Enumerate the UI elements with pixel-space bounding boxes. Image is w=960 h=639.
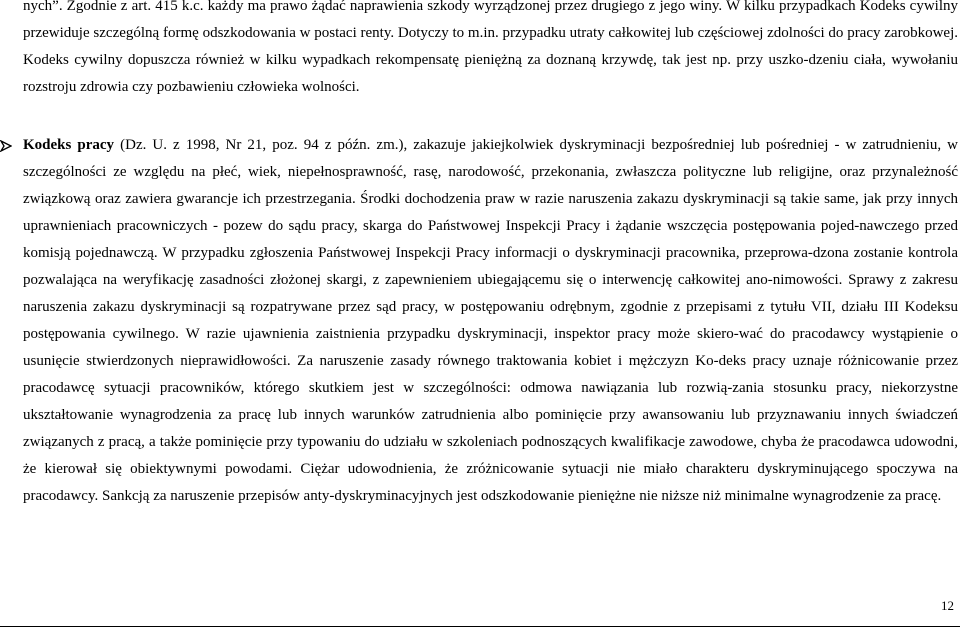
paragraph-kodeks-pracy bbox=[23, 132, 958, 510]
footer-divider bbox=[0, 626, 960, 627]
paragraph-top: nych”. Zgodnie z art. 415 k.c. każdy ma prawo żądać naprawienia szkody wyrządzonej przez drugiego z jego winy. W kilku przypadkach Kodeks cywilny przewiduje szczególną formę odszkodowania w postaci renty. Dotyczy to m.in. przypadku utraty całkowitej lub częściowej zdolności do pracy zarobkowej. Kodeks cywilny dopuszcza również w kilku wypadkach rekompensatę pieniężną za doznaną krzywdę, tak jest np. przy uszko-dzeniu ciała, wywołaniu rozstroju zdrowia czy pozbawieniu człowieka wolności. bbox=[23, 0, 958, 95]
page-number: 12 bbox=[941, 598, 954, 613]
paragraph-body: (Dz. U. z 1998, Nr 21, poz. 94 z późn. zm.), zakazuje jakiejkolwiek dyskryminacji bezpośredniej lub pośredniej - w zatrudnieniu, w szczególności ze względu na płeć, wiek, niepełnosprawność, rasę, narodowość, przekonania, zwłaszcza polityczne lub religijne, oraz przynależność związkową oraz zawiera gwarancje ich przestrzegania. Środki dochodzenia praw w razie naruszenia zakazu dyskryminacji są takie same, jak przy innych uprawnieniach pracowniczych - pozew do sądu pracy, skarga do Państwowej Inspekcji Pracy i żądanie wszczęcia postępowania pojed-nawczego przed komisją pojednawczą. W przypadku zgłoszenia Państwowej Inspekcji Pracy informacji o dyskryminacji pracownika, przeprowa-dzona zostanie kontrola pozwalająca na weryfikację zasadności złożonej skargi, z zapewnieniem ubiegającemu się o interwencję całkowitej ano-nimowości. Sprawy z zakresu naruszenia zakazu dyskryminacji są rozpatrywane przez sąd pracy, w postępowaniu odrębnym, zgodnie z przepisami z tytułu VII, działu III Kodeksu postępowania cywilnego. W razie ujawnienia zaistnienia przypadku dyskryminacji, inspektor pracy może skiero-wać do pracodawcy wystąpienie o usunięcie stwierdzonych nieprawidłowości. Za naruszenie zasady równego traktowania kobiet i mężczyzn Ko-deks pracy uznaje różnicowanie przez pracodawcę sytuacji pracowników, którego skutkiem jest w szczególności: odmowa nawiązania lub rozwią-zania stosunku pracy, niekorzystne ukształtowanie wynagrodzenia za pracę lub innych warunków zatrudnienia albo pominięcie przy awansowaniu lub przyznawaniu innych świadczeń związanych z pracą, a także pominięcie przy typowaniu do udziału w szkoleniach podnoszących kwalifikacje zawodowe, chyba że pracodawca udowodni, że kierował się obiektywnymi powodami. Ciężar udowodnienia, że zróżnicowanie sytuacji nie miało charakteru dyskryminującego spoczywa na pracodawcy. Sankcją za naruszenie przepisów anty-dyskryminacyjnych jest odszkodowanie pieniężne nie niższe niż minimalne wynagrodzenie za pracę. bbox=[23, 137, 958, 504]
arrow-bullet-icon bbox=[0, 140, 12, 152]
section-heading: Kodeks pracy bbox=[23, 137, 115, 153]
